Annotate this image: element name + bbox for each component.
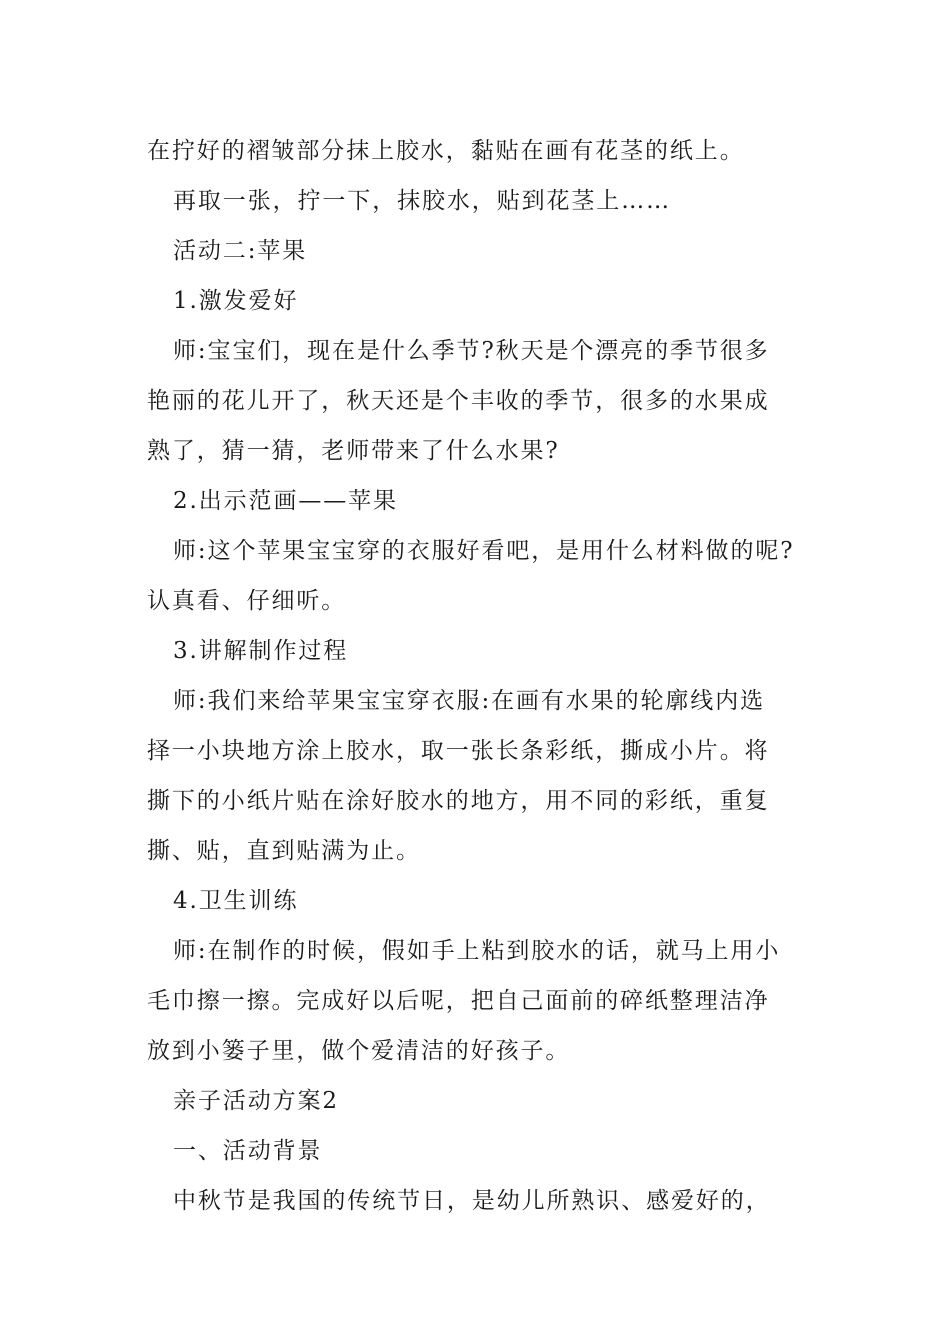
paragraph-line: 中秋节是我国的传统节日，是幼儿所熟识、感爱好的，: [173, 1188, 771, 1214]
step-heading: 2.出示范画——苹果: [173, 488, 398, 514]
paragraph-line: 毛巾擦一擦。完成好以后呢，把自己面前的碎纸整理洁净: [147, 988, 770, 1014]
paragraph-line: 择一小块地方涂上胶水，取一张长条彩纸，撕成小片。将: [147, 738, 770, 764]
paragraph-line: 师:这个苹果宝宝穿的衣服好看吧，是用什么材料做的呢?: [173, 538, 795, 564]
step-heading: 1.激发爱好: [173, 288, 299, 314]
paragraph-line: 撕、贴，直到贴满为止。: [147, 838, 421, 864]
paragraph-line: 在拧好的褶皱部分抹上胶水，黏贴在画有花茎的纸上。: [147, 138, 745, 164]
section-heading: 活动二:苹果: [173, 238, 308, 264]
paragraph-line: 认真看、仔细听。: [147, 588, 347, 614]
paragraph-line: 师:我们来给苹果宝宝穿衣服:在画有水果的轮廓线内选: [173, 688, 765, 714]
step-heading: 4.卫生训练: [173, 888, 299, 914]
paragraph-line: 艳丽的花儿开了，秋天还是个丰收的季节，很多的水果成: [147, 388, 770, 414]
paragraph-line: 熟了，猜一猜，老师带来了什么水果?: [147, 438, 560, 464]
paragraph-line: 师:在制作的时候，假如手上粘到胶水的话，就马上用小: [173, 938, 781, 964]
paragraph-line: 放到小篓子里，做个爱清洁的好孩子。: [147, 1038, 571, 1064]
paragraph-line: 撕下的小纸片贴在涂好胶水的地方，用不同的彩纸，重复: [147, 788, 770, 814]
paragraph-line: 师:宝宝们，现在是什么季节?秋天是个漂亮的季节很多: [173, 338, 770, 364]
section-heading: 亲子活动方案2: [173, 1088, 339, 1114]
section-heading: 一、活动背景: [173, 1138, 323, 1164]
step-heading: 3.讲解制作过程: [173, 638, 349, 664]
paragraph-line: 再取一张，拧一下，抹胶水，贴到花茎上……: [173, 188, 671, 214]
